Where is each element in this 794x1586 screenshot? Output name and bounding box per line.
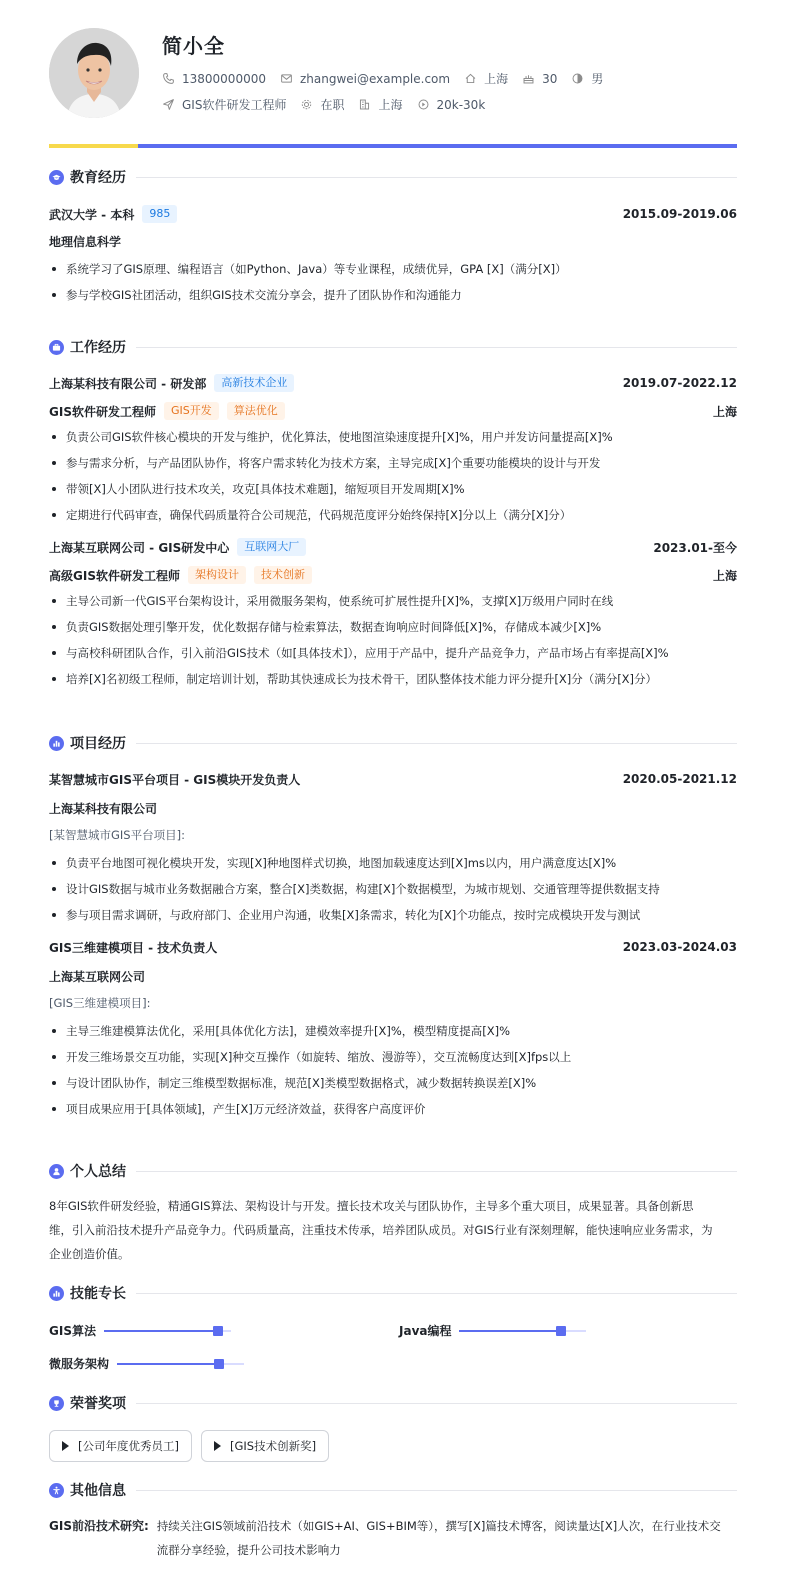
mail-icon — [280, 72, 293, 85]
education-title: 教育经历 — [70, 170, 126, 186]
work-section — [49, 337, 737, 692]
list-item: 参与需求分析，与产品团队协作，将客户需求转化为技术方案，主导完成[X]个重要功能模块的设计与开发 — [49, 450, 737, 476]
skill-name: GIS算法 — [49, 1324, 96, 1338]
project-bullets — [49, 850, 737, 928]
list-item: 负责平台地图可视化模块开发，实现[X]种地图样式切换，地图加载速度达到[X]ms以内，用户满意度达[X]% — [49, 850, 737, 876]
project-row — [49, 938, 737, 956]
trophy-icon — [49, 1396, 64, 1411]
work-heading — [49, 337, 737, 357]
awards-heading — [49, 1393, 737, 1413]
skill-name: 微服务架构 — [49, 1357, 110, 1371]
project-name: 某智慧城市GIS平台项目 - GIS模块开发负责人 — [49, 772, 301, 787]
projects-heading — [49, 733, 737, 753]
job-role-row — [49, 566, 737, 584]
skill-bar-fill — [459, 1330, 561, 1332]
user-icon — [49, 1164, 64, 1179]
job-role-row — [49, 402, 737, 420]
projects-title: 项目经历 — [70, 736, 126, 752]
other-item — [49, 1514, 737, 1562]
heading-rule — [136, 743, 737, 744]
job-city: 上海 — [712, 568, 737, 583]
school-tag: 985 — [142, 205, 177, 223]
candidate-name: 简小全 — [162, 34, 225, 58]
project-label: [某智慧城市GIS平台项目]: — [49, 828, 185, 842]
summary-text — [49, 1194, 737, 1266]
header-divider — [49, 144, 737, 148]
phone-icon — [162, 72, 175, 85]
age-text: 30 — [542, 71, 558, 86]
other-key: GIS前沿技术研究: — [49, 1519, 149, 1533]
heading-rule — [136, 1171, 737, 1172]
skill-bar-fill — [104, 1330, 218, 1332]
skill-bar — [459, 1330, 586, 1332]
company-name: 上海某科技有限公司 - 研发部 — [49, 376, 207, 391]
phone-text: 13800000000 — [182, 71, 266, 86]
skill-item — [399, 1322, 586, 1339]
resume-header — [49, 28, 737, 148]
salary-text: 20k-30k — [436, 97, 486, 112]
list-item: 负责公司GIS软件核心模块的开发与维护，优化算法，使地图渲染速度提升[X]%，用户并发访问量提高[X]% — [49, 424, 737, 450]
company-tag: 互联网大厂 — [237, 538, 306, 556]
award-label: [GIS技术创新奖] — [230, 1439, 317, 1453]
heading-rule — [136, 1293, 737, 1294]
salary-icon — [417, 98, 430, 111]
list-item: 主导公司新一代GIS平台架构设计，采用微服务架构，使系统可扩展性提升[X]%，支撑[X]万级用户同时在线 — [49, 588, 737, 614]
job-date: 2019.07-2022.12 — [622, 376, 737, 390]
role-tag: 算法优化 — [227, 402, 285, 420]
list-item: 设计GIS数据与城市业务数据融合方案，整合[X]类数据，构建[X]个数据模型，为城市规划、交通管理等提供数据支持 — [49, 876, 737, 902]
position-item — [162, 96, 286, 113]
status-item — [300, 96, 344, 113]
skill-bar — [104, 1330, 231, 1332]
job-company-row — [49, 374, 737, 392]
avatar — [49, 28, 139, 118]
job-city: 上海 — [712, 404, 737, 419]
list-item: 与设计团队协作，制定三维模型数据标准，规范[X]类模型数据格式，减少数据转换误差[X]% — [49, 1070, 737, 1096]
skill-bar-knob — [213, 1326, 223, 1336]
education-row — [49, 205, 737, 223]
awards-title: 荣誉奖项 — [70, 1396, 126, 1412]
heading-rule — [136, 177, 737, 178]
gear-icon — [300, 98, 313, 111]
awards-section — [49, 1393, 737, 1463]
list-item: 负责GIS数据处理引擎开发，优化数据存储与检索算法，数据查询响应时间降低[X]%，存储成本减少[X]% — [49, 614, 737, 640]
projects-section — [49, 733, 737, 1122]
home-icon — [464, 72, 477, 85]
role-name: 高级GIS软件研发工程师 — [49, 568, 180, 583]
list-item: 带领[X]人小团队进行技术攻关，攻克[具体技术难题]，缩短项目开发周期[X]% — [49, 476, 737, 502]
job-bullets — [49, 424, 737, 528]
briefcase-icon — [49, 340, 64, 355]
award-chip — [201, 1430, 329, 1462]
target-city-text: 上海 — [378, 98, 403, 112]
skill-bar-knob — [214, 1359, 224, 1369]
project-row — [49, 770, 737, 788]
project-company: 上海某科技有限公司 — [49, 802, 158, 816]
skill-item — [49, 1355, 244, 1372]
project-date: 2020.05-2021.12 — [622, 772, 737, 786]
project-company: 上海某互联网公司 — [49, 970, 146, 984]
project-date: 2023.03-2024.03 — [622, 940, 737, 954]
other-value — [157, 1514, 721, 1562]
position-text: GIS软件研发工程师 — [182, 98, 287, 112]
list-item: 项目成果应用于[具体领域]，产生[X]万元经济效益，获得客户高度评价 — [49, 1096, 737, 1122]
education-date: 2015.09-2019.06 — [622, 207, 737, 221]
role-tag: 架构设计 — [188, 566, 246, 584]
role-tag: GIS开发 — [164, 402, 219, 420]
age-item — [522, 72, 557, 86]
heading-rule — [136, 347, 737, 348]
major: 地理信息科学 — [49, 235, 122, 249]
heading-rule — [136, 1403, 737, 1404]
send-icon — [162, 98, 175, 111]
list-item: 参与学校GIS社团活动，组织GIS技术交流分享会，提升了团队协作和沟通能力 — [49, 282, 737, 308]
divider-blue — [138, 144, 737, 148]
phone-item — [162, 72, 266, 86]
skill-bar — [117, 1363, 244, 1365]
gender-icon — [571, 72, 584, 85]
summary-section — [49, 1161, 737, 1266]
summary-line: 企业创造价值。 — [49, 1247, 130, 1261]
summary-line: 8年GIS软件研发经验，精通GIS算法、架构设计与开发。擅长技术攻关与团队协作，主导多个重大项目，成果显著。具备创新思 — [49, 1199, 694, 1213]
job-intent-row — [162, 96, 499, 113]
school-name: 武汉大学 - 本科 — [49, 207, 135, 222]
skill-item — [49, 1322, 231, 1339]
other-line: 流群分享经验，提升公司技术影响力 — [156, 1543, 341, 1557]
awards-list — [49, 1430, 737, 1462]
company-tag: 高新技术企业 — [214, 374, 294, 392]
email-text: zhangwei@example.com — [299, 71, 451, 86]
company-name: 上海某互联网公司 - GIS研发中心 — [49, 540, 230, 555]
job-bullets — [49, 588, 737, 692]
graduation-cap-icon — [49, 170, 64, 185]
play-icon — [214, 1441, 221, 1451]
other-title: 其他信息 — [70, 1483, 126, 1499]
list-item: 培养[X]名初级工程师，制定培训计划，帮助其快速成长为技术骨干，团队整体技术能力评分提升[X]分（满分[X]分） — [49, 666, 737, 692]
skills-section — [49, 1283, 737, 1373]
heading-rule — [136, 1490, 737, 1491]
education-bullets — [49, 256, 737, 308]
other-line: 持续关注GIS领域前沿技术（如GIS+AI、GIS+BIM等），撰写[X]篇技术博客，阅读量达[X]人次，在行业技术交 — [156, 1519, 721, 1533]
list-item: 与高校科研团队合作，引入前沿GIS技术（如[具体技术]），应用于产品中，提升产品竞争力，产品市场占有率提高[X]% — [49, 640, 737, 666]
skill-bar-knob — [556, 1326, 566, 1336]
job-company-row — [49, 538, 737, 556]
accessibility-icon — [49, 1483, 64, 1498]
other-section — [49, 1480, 737, 1562]
cake-icon — [522, 72, 535, 85]
status-text: 在职 — [320, 98, 345, 112]
list-item: 开发三维场景交互功能，实现[X]种交互操作（如旋转、缩放、漫游等），交互流畅度达到[X]fps以上 — [49, 1044, 737, 1070]
other-heading — [49, 1480, 737, 1500]
job-date: 2023.01-至今 — [653, 540, 737, 555]
divider-yellow — [49, 144, 138, 148]
skills-title: 技能专长 — [70, 1286, 126, 1302]
role-name: GIS软件研发工程师 — [49, 404, 156, 419]
education-section — [49, 167, 737, 308]
salary-item — [417, 98, 486, 112]
bar-chart-icon — [49, 736, 64, 751]
list-item: 主导三维建模算法优化，采用[具体优化方法]，建模效率提升[X]%，模型精度提高[X]% — [49, 1018, 737, 1044]
gender-text: 男 — [591, 72, 604, 86]
award-chip — [49, 1430, 192, 1462]
skills-heading — [49, 1283, 737, 1303]
building-icon — [358, 98, 371, 111]
skill-bar-fill — [117, 1363, 219, 1365]
skill-name: Java编程 — [399, 1324, 452, 1338]
contact-row — [162, 70, 617, 87]
summary-title: 个人总结 — [70, 1164, 126, 1180]
gender-item — [571, 70, 603, 87]
education-heading — [49, 167, 737, 187]
summary-line: 维，引入前沿技术提升产品竞争力。代码质量高，注重技术传承，培养团队成员。对GIS行业有深刻理解，能快速响应业务需求，为 — [49, 1223, 713, 1237]
bar-chart-icon — [49, 1286, 64, 1301]
work-title: 工作经历 — [70, 340, 126, 356]
email-item — [280, 72, 450, 86]
list-item: 系统学习了GIS原理、编程语言（如Python、Java）等专业课程，成绩优异，GPA [X]（满分[X]） — [49, 256, 737, 282]
project-label: [GIS三维建模项目]: — [49, 996, 151, 1010]
play-icon — [62, 1441, 69, 1451]
project-name: GIS三维建模项目 - 技术负责人 — [49, 940, 218, 955]
location-text: 上海 — [484, 72, 509, 86]
role-tag: 技术创新 — [254, 566, 312, 584]
award-label: [公司年度优秀员工] — [78, 1439, 179, 1453]
target-city-item — [358, 96, 402, 113]
list-item: 定期进行代码审查，确保代码质量符合公司规范，代码规范度评分始终保持[X]分以上（满分[X]分） — [49, 502, 737, 528]
list-item: 参与项目需求调研，与政府部门、企业用户沟通，收集[X]条需求，转化为[X]个功能点，按时完成模块开发与测试 — [49, 902, 737, 928]
summary-heading — [49, 1161, 737, 1181]
project-bullets — [49, 1018, 737, 1122]
location-item — [464, 70, 508, 87]
